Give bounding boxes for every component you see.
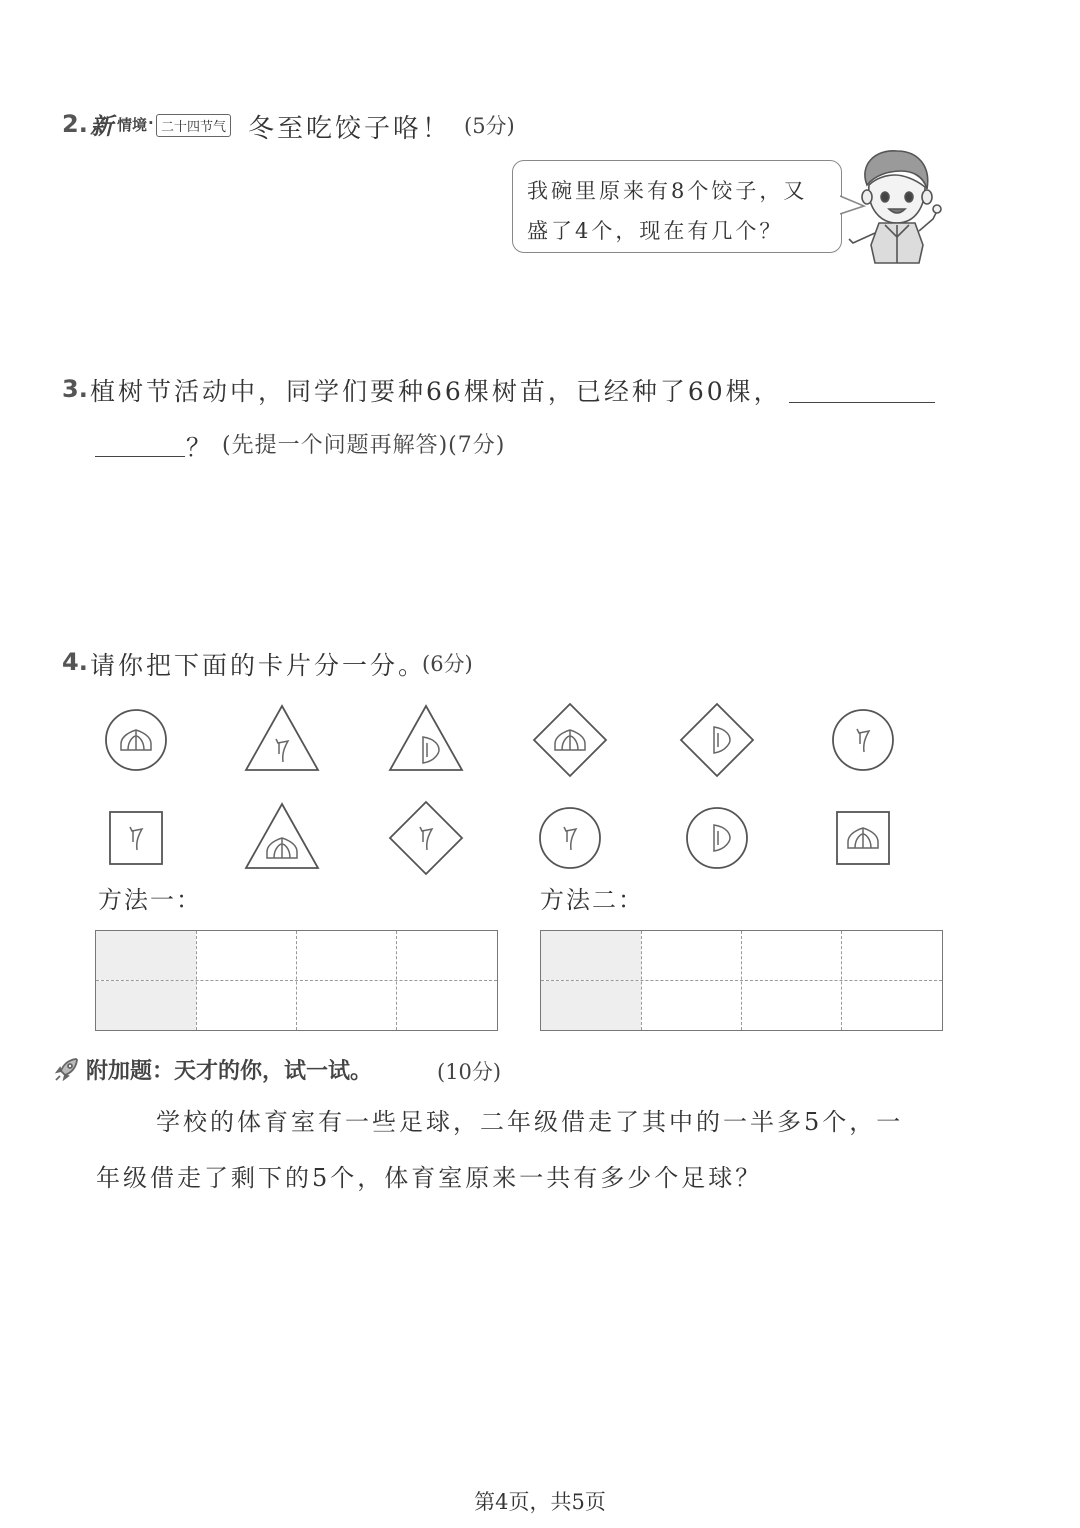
diamond-card-seven[interactable] [386,798,466,878]
bubble-line: 盛了4个，现在有几个？ [527,219,784,243]
question-3 [62,372,942,472]
question-points: (6分) [422,652,473,676]
method-1-label: 方法一： [98,886,202,914]
speech-bubble [512,160,842,253]
bonus-title: 附加题：天才的你，试一试。 [86,1059,373,1084]
answer-blank[interactable] [789,402,935,403]
question-number: 2. [62,110,88,138]
answer-grid-method-2[interactable] [540,930,943,1031]
circle-card-seven[interactable] [823,700,903,780]
question-text: 植树节活动中，同学们要种66棵树苗，已经种了60棵， [90,377,782,406]
question-points: (先提一个问题再解答)(7分) [222,433,506,458]
grid-cell[interactable] [541,981,641,1030]
solar-term-tag: 二十四节气 [156,114,231,137]
method-2-label: 方法二： [540,886,644,914]
triangle-card-arch[interactable] [242,798,322,878]
question-points: (5分) [464,114,515,138]
boy-illustration [845,145,945,265]
tag-separator: · [148,114,154,132]
new-tag: 新 [90,114,113,140]
bonus-text: 年级借走了剩下的5个，体育室原来一共有多少个足球？ [96,1164,763,1192]
grid-divider [541,980,942,981]
question-title: 请你把下面的卡片分一分。 [90,651,427,680]
question-mark: ？ [186,433,215,462]
circle-card-arch[interactable] [96,700,176,780]
bubble-line: 我碗里原来有8个饺子，又 [527,179,808,203]
question-title: 冬至吃饺子咯！ [248,114,452,144]
circle-card-seven[interactable] [530,798,610,878]
question-4-header [62,646,662,680]
bonus-text: 学校的体育室有一些足球，二年级借走了其中的一半多5个，一 [156,1108,904,1136]
triangle-card-half-moon[interactable] [386,700,466,780]
question-number: 3. [62,375,88,403]
grid-cell[interactable] [541,931,641,980]
question-number: 4. [62,648,88,676]
page-footer: 第4页，共5页 [474,1490,606,1514]
circle-card-half-moon[interactable] [677,798,757,878]
rocket-icon [54,1056,80,1082]
question-2 [62,108,662,144]
grid-cell[interactable] [96,931,196,980]
grid-divider [96,980,497,981]
square-card-arch[interactable] [823,798,903,878]
triangle-card-seven[interactable] [242,700,322,780]
diamond-card-arch[interactable] [530,700,610,780]
scene-tag: 情境 [117,116,148,134]
grid-cell[interactable] [96,981,196,1030]
diamond-card-half-moon[interactable] [677,700,757,780]
answer-grid-method-1[interactable] [95,930,498,1031]
answer-blank[interactable] [95,456,185,457]
square-card-seven[interactable] [96,798,176,878]
bonus-points: (10分) [437,1060,502,1084]
